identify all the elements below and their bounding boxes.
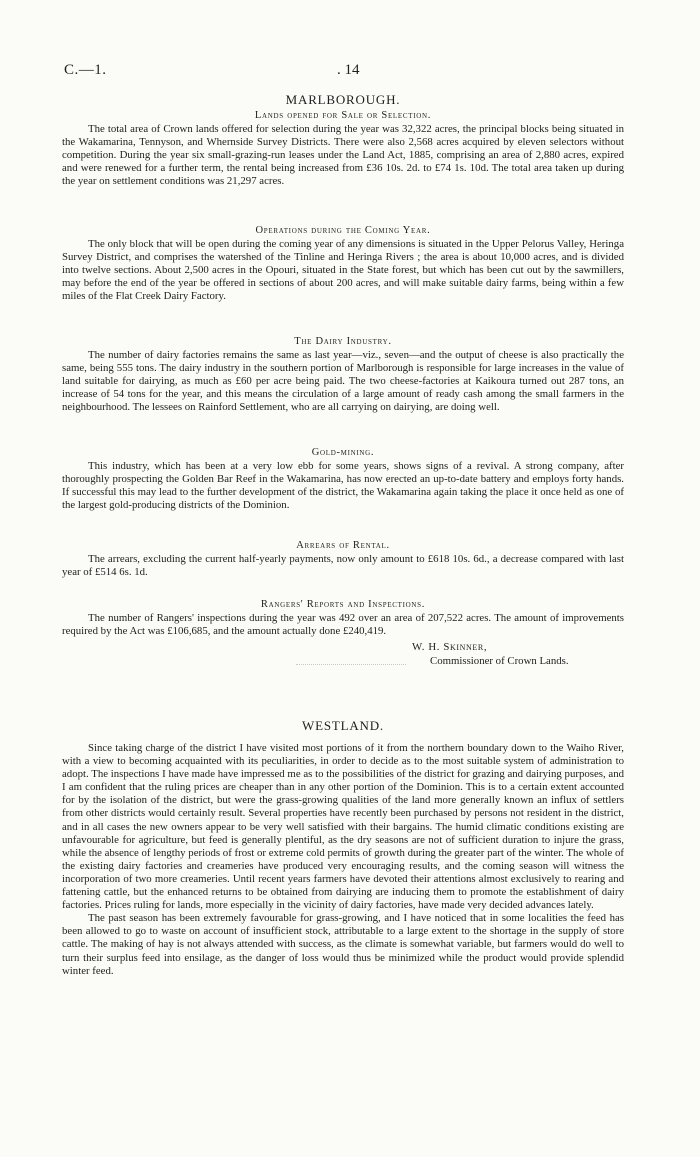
subheading-gold-mining: Gold-mining. (311, 447, 375, 458)
paragraph-westland-1: Since taking charge of the district I have visited most portions of it from the northern boundary down to the Waiho River, with a view to becoming acquainted with its peculiarities, in order to decide as to the most suitable system of administration to adopt. The inspections I have made have impressed me as to the possibilities of the district for grazing and dairying purposes, and I am confident that the ruling prices are cheaper than in any other portion of the Dominion. This is to a certain extent accounted for by the isolation of the district, but were the grass-growing qualities of the land more generally known an influx of settlers from other districts would certainly result. Several properties have recently been purchased by persons not resident in the district, and in all cases the new owners appear to be very well satisfied with their bargains. The humid climatic conditions existing are unfavourable for agriculture, but feed is generally plentiful, as the dry seasons are not of sufficient duration to injure the grass, while the absence of lengthy periods of frost or extreme cold permits of growth during the greater part of the winter. The whole of the existing dairy factories and creameries have produced very encouraging results, and the coming season will witness the incorporation of two more creameries. Until recent years farmers have devoted their attentions almost exclusively to rearing and fattening cattle, but the enhanced returns to be obtained from dairying are inducing them to promote the establishment of dairy factories. Prices ruling for lands, more especially in the vicinity of dairy factories, have made very decided advances lately. (62, 742, 624, 912)
paragraph-gold-mining: This industry, which has been at a very low ebb for some years, shows signs of a revival. A strong company, after thoroughly prospecting the Golden Bar Reef in the Wakamarina, has now erected an up-to-date battery and employs forty hands. If successful this may lead to the further development of the district, the Wakamarina again taking the place it once held as one of the largest gold-producing districts of the Dominion. (62, 460, 624, 512)
subheading-arrears: Arrears of Rental. (296, 540, 390, 551)
rangers-section (62, 597, 624, 638)
gold-section (62, 445, 624, 512)
paragraph-westland-2: The past season has been extremely favourable for grass-growing, and I have noticed that in some localities the feed has been allowed to go to waste on account of insufficient stock, attributable to a large extent to the shortage in the supply of store cattle. The making of hay is not always attended with success, as the climate is somewhat variable, but farmers would do well to turn their surplus feed into ensilage, as the danger of loss would thus be minimized while the product would provide splendid winter feed. (62, 912, 624, 977)
dairy-section (62, 334, 624, 414)
arrears-section (62, 538, 624, 579)
section-divider (296, 664, 406, 665)
subheading-dairy-industry: The Dairy Industry. (294, 336, 392, 347)
page-number: . 14 (337, 62, 360, 78)
paragraph-lands-opened: The total area of Crown lands offered for selection during the year was 32,322 acres, the principal blocks being situated in the Wakamarina, Tennyson, and Whernside Survey Districts. There were also 2,568 acres acquired by eleven selectors without competition. During the year six small-grazing-run leases under the Land Act, 1885, comprising an area of 2,880 acres, expired and were renewed for a further term, the rental being increased from £36 10s. 2d. to £74 1s. 10d. The total area taken up during the year on settlement conditions was 21,297 acres. (62, 123, 624, 188)
section-title-westland: WESTLAND. (302, 718, 384, 733)
paragraph-dairy-industry: The number of dairy factories remains the same as last year—viz., seven—and the output of cheese is also practically the same, being 555 tons. The dairy industry in the southern portion of Marlborough is responsible for large increases in the value of land suitable for dairying, as much as £60 per acre being paid. The two cheese-factories at Kaikoura turned out 287 tons, an increase of 54 tons for the year, and this means the circulation of a large amount of ready cash among the small farmers in the neighbourhood. The lessees on Rainford Settlement, who are all carrying on dairying, are doing well. (62, 349, 624, 414)
section-title-marlborough: MARLBOROUGH. (285, 92, 401, 107)
westland-section (62, 718, 624, 978)
subheading-lands-opened: Lands opened for Sale or Selection. (254, 110, 432, 121)
operations-section (62, 223, 624, 303)
parliamentary-paper-number: C.—1. (64, 62, 107, 78)
signature-title: Commissioner of Crown Lands. (430, 655, 569, 667)
paragraph-rangers: The number of Rangers' inspections during the year was 492 over an area of 207,522 acres. The amount of improvements required by the Act was £106,685, and the amount actually done £240,419. (62, 612, 624, 638)
paragraph-arrears: The arrears, excluding the current half-yearly payments, now only amount to £618 10s. 6d., a decrease compared with last year of £514 6s. 1d. (62, 553, 624, 579)
marlborough-section (62, 92, 624, 188)
subheading-operations: Operations during the Coming Year. (255, 225, 431, 236)
paragraph-operations: The only block that will be open during the coming year of any dimensions is situated in the Upper Pelorus Valley, Heringa Survey District, and comprises the watershed of the Tinline and Heringa Rivers ; the area is about 10,000 acres, and is divided into twelve sections. About 2,500 acres in the Opouri, situated in the State forest, but which has been cut out by the sawmillers, may before the end of the year be offered in sections of about 200 acres, and will make suitable dairy farms, being within a few miles of the Flat Creek Dairy Factory. (62, 238, 624, 303)
signature-name: W. H. Skinner, (412, 641, 488, 653)
subheading-rangers: Rangers' Reports and Inspections. (260, 599, 426, 610)
